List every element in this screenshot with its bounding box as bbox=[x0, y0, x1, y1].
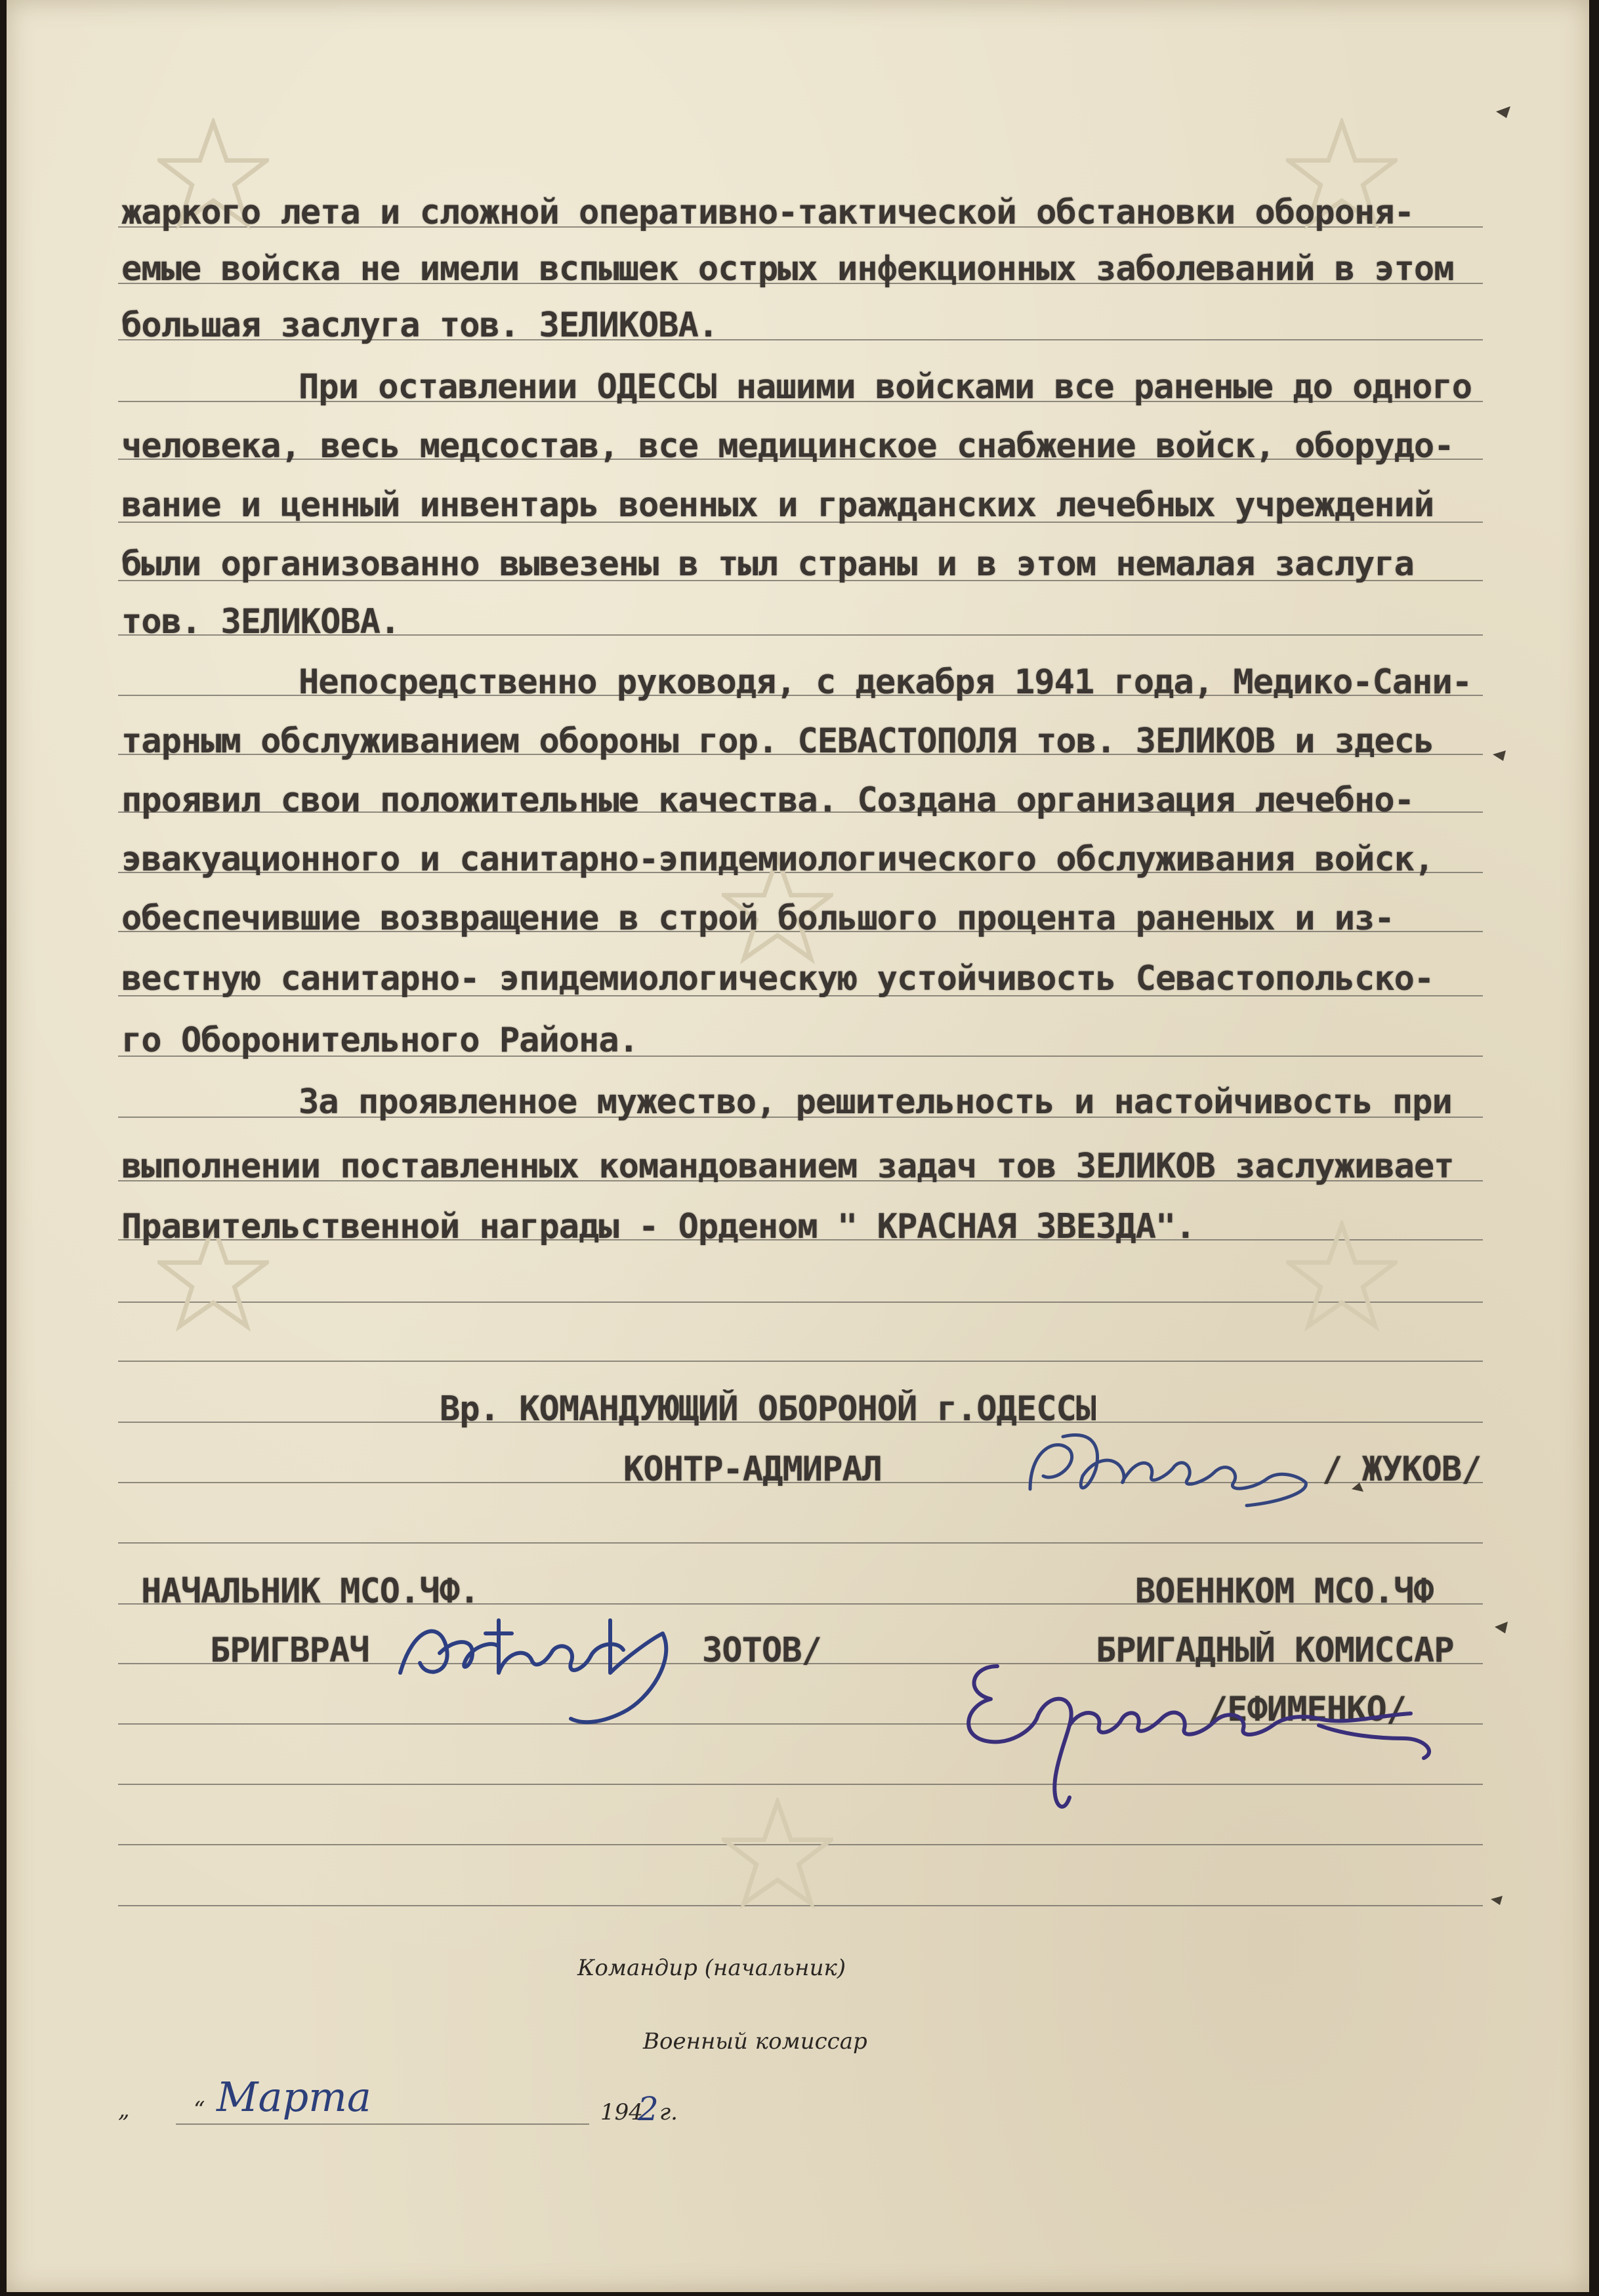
commissar-name: /ЕФИМЕНКО/ bbox=[1207, 1690, 1407, 1729]
commander-title: Вр. КОМАНДУЮЩИЙ ОБОРОНОЙ г.ОДЕССЫ bbox=[440, 1389, 1096, 1429]
commissar-rank: БРИГАДНЫЙ КОМИССАР bbox=[1096, 1631, 1454, 1670]
body-line: жаркого лета и сложной оперативно-тактической обстановки обороня- bbox=[121, 193, 1414, 232]
body-line: большая заслуга тов. ЗЕЛИКОВА. bbox=[121, 306, 718, 345]
body-line: человека, весь медсостав, все медицинское снабжение войск, оборудо- bbox=[121, 426, 1454, 466]
commissar-title: ВОЕННКОМ МСО.ЧФ bbox=[1135, 1572, 1434, 1611]
body-line: проявил свои положительные качества. Создана организация лечебно- bbox=[121, 781, 1414, 820]
body-line: вание и ценный инвентарь военных и гражданских лечебных учреждений bbox=[121, 485, 1434, 525]
chief-title: НАЧАЛЬНИК МСО.ЧФ. bbox=[141, 1572, 480, 1611]
date-suffix: г. bbox=[659, 2099, 678, 2125]
body-line: выполнении поставленных командованием задач тов ЗЕЛИКОВ заслуживает bbox=[121, 1147, 1454, 1186]
commissar-signature bbox=[951, 1653, 1463, 1830]
body-line: тарным обслуживанием обороны гор. СЕВАСТОПОЛЯ тов. ЗЕЛИКОВ и здесь bbox=[121, 722, 1434, 761]
body-line: эвакуационного и санитарно-эпидемиологического обслуживания войск, bbox=[121, 840, 1434, 879]
body-line: Правительственной награды - Орденом " КРАСНАЯ ЗВЕЗДА". bbox=[121, 1207, 1195, 1246]
chief-signature bbox=[387, 1601, 728, 1738]
commander-name: / ЖУКОВ/ bbox=[1322, 1450, 1482, 1489]
chief-name: ЗОТОВ/ bbox=[702, 1631, 821, 1670]
body-line: За проявленное мужество, решительность и настойчивость при bbox=[299, 1082, 1452, 1122]
body-line: емые войска не имели вспышек острых инфекционных заболеваний в этом bbox=[121, 249, 1454, 289]
body-line: были организованно вывезены в тыл страны и в этом немалая заслуга bbox=[121, 544, 1414, 584]
body-line: Непосредственно руководя, с декабря 1941 года, Медико-Сани- bbox=[299, 663, 1472, 702]
date-open-quote: „ bbox=[118, 2097, 130, 2123]
body-line: тов. ЗЕЛИКОВА. bbox=[121, 602, 400, 642]
date-month: Марта bbox=[217, 2073, 371, 2121]
watermark-star-icon bbox=[722, 1797, 833, 1909]
commander-rank: КОНТР-АДМИРАЛ bbox=[623, 1450, 882, 1489]
date-year-prefix: 194 bbox=[600, 2099, 643, 2125]
commander-signature bbox=[1017, 1410, 1319, 1522]
body-line: обеспечившие возвращение в строй большого процента раненых и из- bbox=[121, 899, 1394, 938]
date-year-digit: 2 bbox=[638, 2090, 659, 2128]
date-close-quote: “ bbox=[194, 2097, 205, 2123]
commander-label: Командир (начальник) bbox=[577, 1955, 846, 1981]
body-line: го Оборонительного Района. bbox=[121, 1021, 638, 1060]
watermark-star-icon bbox=[1286, 1220, 1398, 1332]
document-sheet bbox=[7, 0, 1589, 2292]
body-line: вестную санитарно- эпидемиологическую устойчивость Севастопольско- bbox=[121, 959, 1434, 998]
body-line: При оставлении ОДЕССЫ нашими войсками все раненые до одного bbox=[299, 367, 1472, 407]
commissar-label: Военный комиссар bbox=[643, 2028, 867, 2055]
chief-rank: БРИГВРАЧ bbox=[210, 1631, 369, 1670]
